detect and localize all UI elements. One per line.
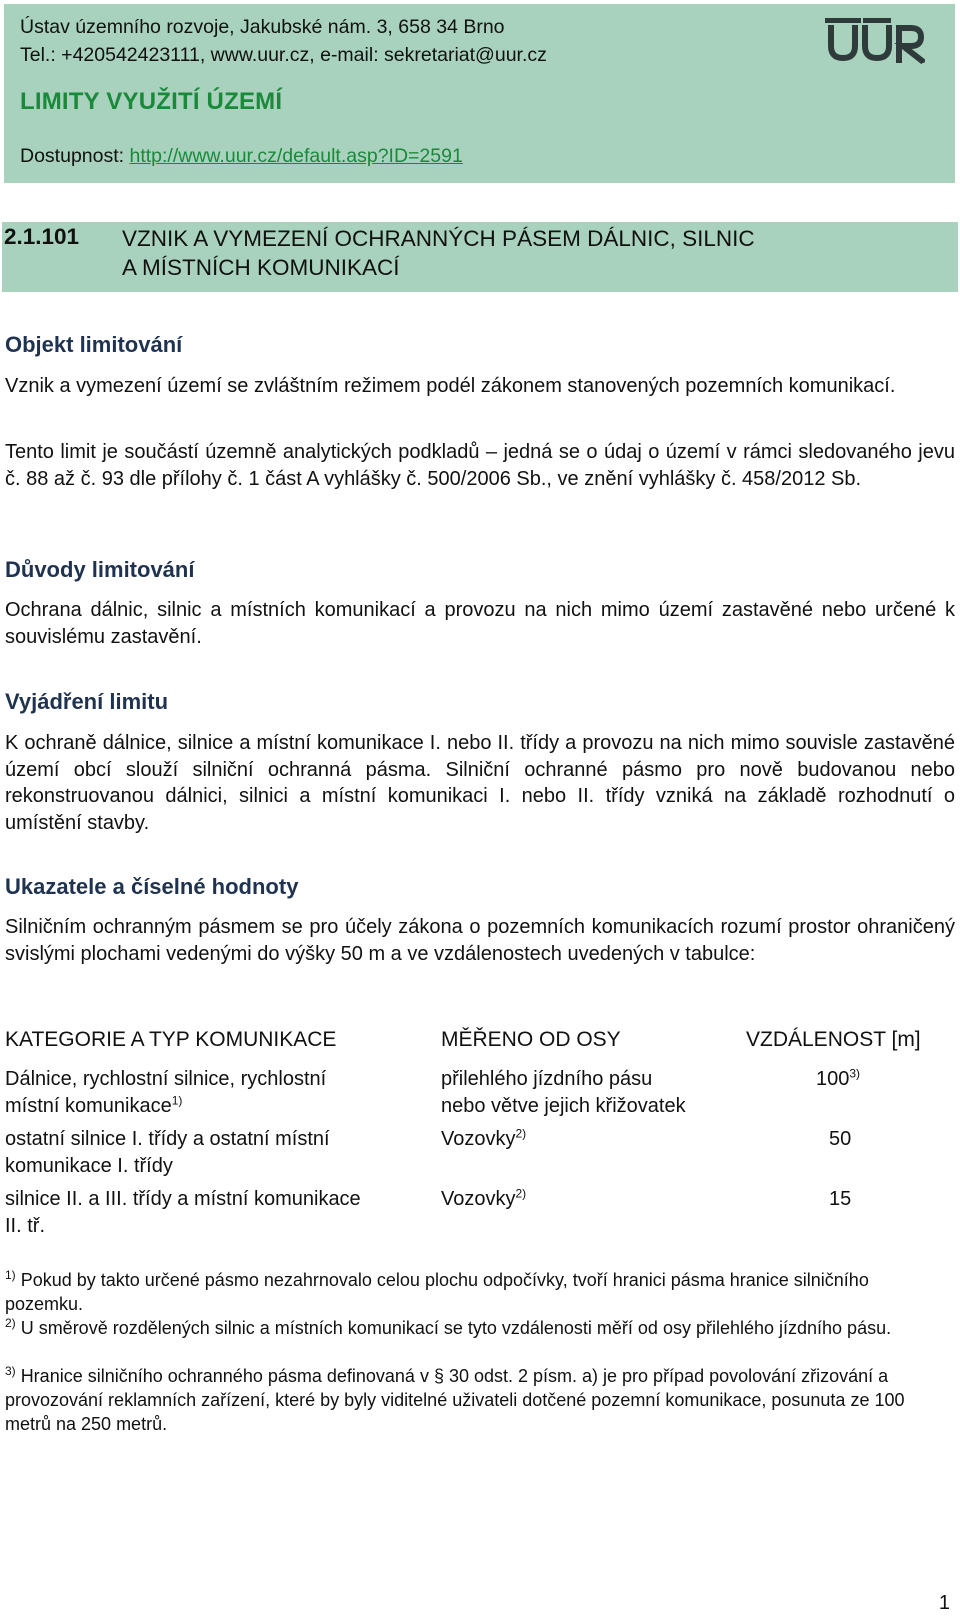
footnote-ref-2: 2) — [515, 1126, 527, 1141]
row-2-category-line-1: ostatní silnice I. třídy a ostatní místní — [5, 1128, 330, 1150]
heading-objekt: Objekt limitování — [5, 332, 183, 357]
vyjadreni-paragraph: K ochraně dálnice, silnice a místní komunikace I. nebo II. třídy a provozu na nich mimo souvisle zastavěné území obcí slouží silniční ochranná pásma. Silniční ochranné pásmo pro nově budovanou nebo rekonstruovanou dálnici, silnici a místní komunikaci I. nebo II. třídy vzniká na základě rozhodnutí o umístění stavby. — [5, 732, 955, 834]
table-row-1-category — [5, 1066, 326, 1119]
objekt-paragraph-1: Vznik a vymezení území se zvláštním režimem podél zákonem stanovených pozemních komunikací. — [5, 375, 896, 397]
footnote-ref-2b: 2) — [515, 1186, 527, 1201]
footnote-3 — [5, 1364, 945, 1436]
table-row-1-distance — [816, 1066, 860, 1093]
institution-contact: Tel.: +420542423111, www.uur.cz, e-mail: sekretariat@uur.cz — [20, 44, 547, 66]
row-3-category-line-2: II. tř. — [5, 1214, 45, 1237]
document-series-title: LIMITY VYUŽITÍ ÚZEMÍ — [20, 88, 283, 115]
section-title-band — [2, 222, 958, 292]
section-title — [122, 224, 922, 282]
duvody-paragraph: Ochrana dálnic, silnic a místních komunikací a provozu na nich mimo území zastavěné nebo určené k souvislému zastavění. — [5, 599, 955, 648]
table-row-3-category — [5, 1186, 361, 1239]
row-1-measured-line-2: nebo větve jejich křižovatek — [441, 1094, 686, 1117]
availability-link[interactable]: http://www.uur.cz/default.asp?ID=2591 — [129, 145, 463, 167]
objekt-paragraph-2: Tento limit je součástí územně analytických podkladů – jedná se o údaj o území v rámci sledovaného jevu č. 88 až č. 93 dle přílohy č. 1 část A vyhlášky č. 500/2006 Sb., ve znění vyhlášky č. 458/2012 Sb. — [5, 441, 955, 490]
availability-label: Dostupnost: — [20, 145, 125, 167]
row-1-distance-value: 100 — [816, 1068, 850, 1090]
row-1-category-line-2 — [5, 1093, 326, 1120]
row-3-measured-text: Vozovky — [441, 1188, 516, 1210]
footnote-3-text: Hranice silničního ochranného pásma definovaná v § 30 odst. 2 písm. a) je pro případ povolování zřizování a provozování reklamních zařízení, které by byly viditelné uživateli dotčené pozemní komunikace, posunuta ze 100 metrů na 250 metrů. — [5, 1366, 905, 1434]
row-3-category-line-1: silnice II. a III. třídy a místní komunikace — [5, 1188, 361, 1210]
row-1-measured-line-1: přilehlého jízdního pásu — [441, 1068, 653, 1090]
footnote-1 — [5, 1268, 945, 1316]
heading-ukazatele: Ukazatele a číselné hodnoty — [5, 874, 299, 899]
table-row-2-distance: 50 — [829, 1128, 852, 1150]
heading-duvody: Důvody limitování — [5, 557, 195, 582]
availability-line — [20, 145, 463, 168]
table-header-category: KATEGORIE A TYP KOMUNIKACE — [5, 1028, 337, 1051]
row-2-category-line-2: komunikace I. třídy — [5, 1154, 173, 1177]
footnote-2 — [5, 1316, 945, 1340]
uur-logo — [825, 16, 927, 64]
table-row-2-category — [5, 1126, 330, 1179]
table-header-distance: VZDÁLENOST [m] — [746, 1028, 921, 1051]
institution-address: Ústav územního rozvoje, Jakubské nám. 3, 658 34 Brno — [20, 16, 505, 38]
footnote-2-mark: 2) — [5, 1316, 16, 1330]
ukazatele-paragraph: Silničním ochranným pásmem se pro účely zákona o pozemních komunikacích rozumí prostor ohraničený svislými plochami vedenými do výšky 50 m a ve vzdálenostech uvedených v tabulce: — [5, 916, 955, 965]
heading-vyjadreni: Vyjádření limitu — [5, 689, 169, 714]
page-number: 1 — [938, 1592, 950, 1614]
footnote-ref-3: 3) — [849, 1066, 861, 1081]
row-1-category-line-1: Dálnice, rychlostní silnice, rychlostní — [5, 1068, 327, 1090]
footnote-1-mark: 1) — [5, 1268, 16, 1282]
table-row-3-distance: 15 — [829, 1188, 852, 1210]
section-title-line-2: A MÍSTNÍCH KOMUNIKACÍ — [122, 255, 400, 280]
row-2-measured-text: Vozovky — [441, 1128, 516, 1150]
footnote-3-mark: 3) — [5, 1364, 16, 1378]
footnote-1-text: Pokud by takto určené pásmo nezahrnovalo celou plochu odpočívky, tvoří hranici pásma hranice silničního pozemku. — [5, 1270, 869, 1314]
table-row-2-measured — [441, 1126, 526, 1153]
table-header-measured: MĚŘENO OD OSY — [441, 1028, 621, 1051]
table-row-1-measured — [441, 1066, 686, 1119]
section-number: 2.1.101 — [4, 224, 80, 249]
footnote-2-text: U směrově rozdělených silnic a místních komunikací se tyto vzdálenosti měří od osy přilehlého jízdního pásu. — [20, 1318, 892, 1338]
table-row-3-measured — [441, 1186, 526, 1213]
document-header — [4, 4, 955, 183]
row-1-category-text: místní komunikace — [5, 1094, 172, 1117]
section-title-line-1: VZNIK A VYMEZENÍ OCHRANNÝCH PÁSEM DÁLNIC, SILNIC — [122, 226, 755, 251]
footnote-ref-1: 1) — [171, 1092, 183, 1107]
